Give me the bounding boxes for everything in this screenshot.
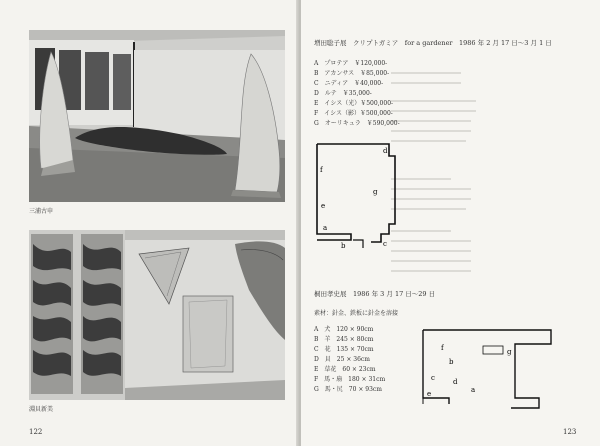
exhibit2-material: 素材：針金、鉄板に針金を溶接 xyxy=(314,310,399,317)
caption-bottom-photo: 淵貝新美 xyxy=(29,406,54,413)
exhibit1-item: G オーリキュラ ￥590,000- xyxy=(314,120,400,127)
page-number-right: 123 xyxy=(563,428,577,436)
plan1-label-c: c xyxy=(383,240,387,248)
plan1-label-g: g xyxy=(373,188,378,196)
plan1-label-e: e xyxy=(321,202,326,210)
plan2-label-d: d xyxy=(453,378,458,386)
plan2-label-b: b xyxy=(449,358,454,366)
exhibit2-item: B 羊 245 × 80cm xyxy=(314,336,374,343)
plan1-label-d: d xyxy=(383,147,388,155)
gallery-photo-reliefs xyxy=(29,230,285,400)
exhibit1-title: 増田聡子展 クリプトガミア for a gardener 1986 年 2 月 17 日～3 月 1 日 xyxy=(314,39,552,47)
caption-top-photo: 三浦古申 xyxy=(29,208,54,215)
exhibit2-title: 桐田孝史展 1986 年 3 月 17 日～29 日 xyxy=(314,290,436,298)
plan2-label-e: e xyxy=(427,390,432,398)
plan2-label-g: g xyxy=(507,348,512,356)
plan2-label-f: f xyxy=(441,344,444,352)
exhibit2-item: E 草花 60 × 23cm xyxy=(314,366,376,373)
plan1-label-f: f xyxy=(320,166,323,174)
exhibit2-item: F 馬・扇 180 × 31cm xyxy=(314,376,386,383)
plan1-label-b: b xyxy=(341,242,346,250)
right-page xyxy=(301,0,600,446)
page-number-left: 122 xyxy=(29,428,43,436)
gallery-photo-sculptures xyxy=(29,30,285,202)
left-page xyxy=(0,0,299,446)
exhibit1-item: E イシス（光）￥500,000- xyxy=(314,100,394,107)
floor-plan-1 xyxy=(311,138,401,252)
plan2-label-a: a xyxy=(471,386,476,394)
exhibit2-item: G 馬・尻 70 × 93cm xyxy=(314,386,382,393)
exhibit1-item: D ルテ ￥35,000- xyxy=(314,90,372,97)
exhibit1-item: F イシス（影）￥500,000- xyxy=(314,110,393,117)
exhibit2-item: D 貝 25 × 36cm xyxy=(314,356,370,363)
exhibit1-item: B アカンサス ￥85,000- xyxy=(314,70,390,77)
plan2-label-c: c xyxy=(431,374,435,382)
exhibit1-item: A プロテア ￥120,000- xyxy=(314,60,388,67)
plan1-label-a: a xyxy=(323,224,328,232)
exhibit1-item: C ニディア ￥40,000- xyxy=(314,80,384,87)
exhibit2-item: C 花 135 × 70cm xyxy=(314,346,374,353)
exhibit2-item: A 犬 120 × 90cm xyxy=(314,326,374,333)
floor-plan-2 xyxy=(419,320,569,412)
